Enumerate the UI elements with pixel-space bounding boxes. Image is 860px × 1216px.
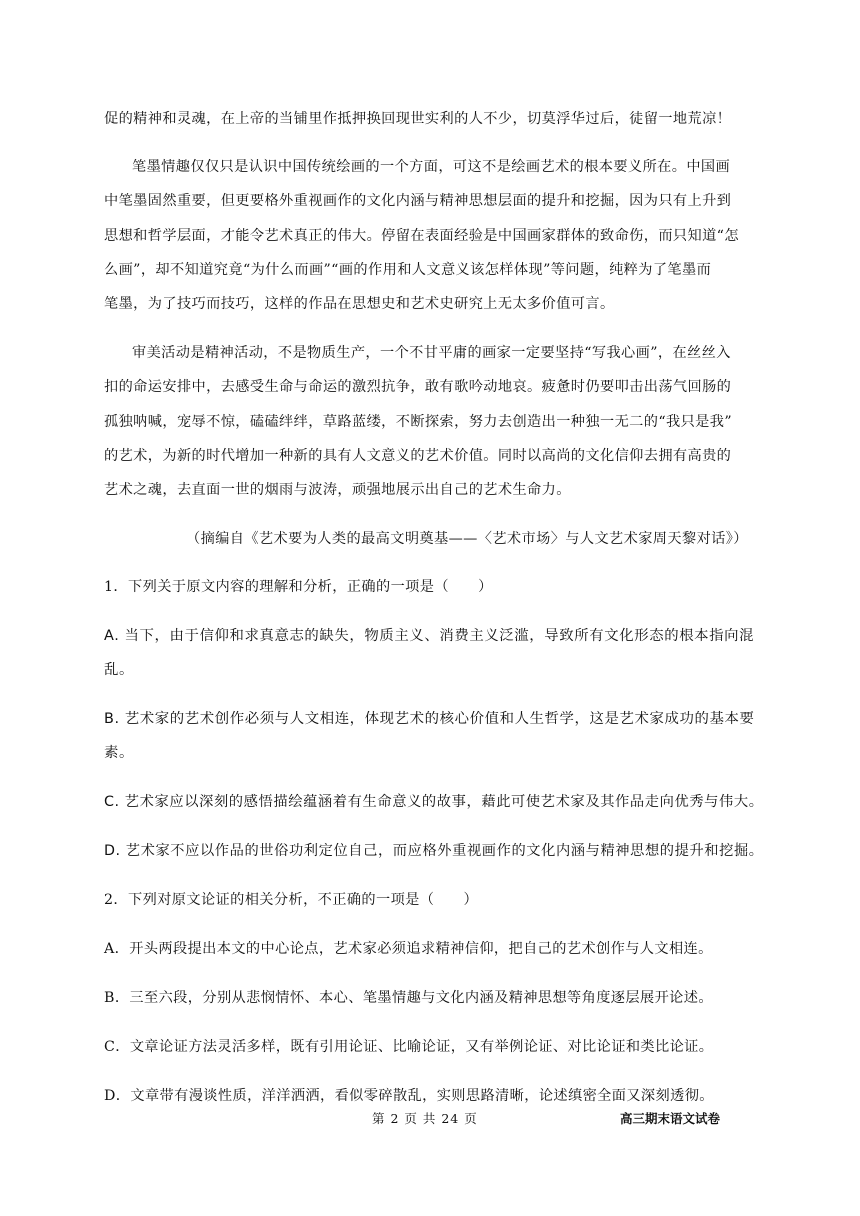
option-a-continuation: 乱。: [104, 662, 134, 678]
question-stem: 2．下列对原文论证的相关分析，不正确的一项是（ ）: [104, 892, 479, 908]
page-number: 第 2 页 共 24 页: [372, 1111, 478, 1126]
option-a: A．开头两段提出本文的中心论点，艺术家必须追求精神信仰，把自己的艺术创作与人文相连。: [104, 941, 713, 957]
option-a: A. 当下，由于信仰和求真意志的缺失，物质主义、消费主义泛滥，导致所有文化形态的根本指向混: [104, 628, 755, 644]
option-c: C. 艺术家应以深刻的感悟描绘蕴涵着有生命意义的故事，藉此可使艺术家及其作品走向优秀与伟大。: [104, 794, 764, 810]
paragraph-line: 笔墨，为了技巧而技巧，这样的作品在思想史和艺术史研究上无太多价值可言。: [104, 296, 615, 312]
paragraph-line: 笔墨情趣仅仅只是认识中国传统绘画的一个方面，可这不是绘画艺术的根本要义所在。中国画: [132, 159, 731, 175]
paragraph-line: 艺术之魂，去直面一世的烟雨与波涛，顽强地展示出自己的艺术生命力。: [104, 482, 571, 498]
paragraph-line: 思想和哲学层面，才能令艺术真正的伟大。停留在表面经验是中国画家群体的致命伤，而只知道“怎: [104, 228, 739, 244]
option-c: C．文章论证方法灵活多样，既有引用论证、比喻论证，又有举例论证、对比论证和类比论证。: [104, 1039, 714, 1055]
paragraph-continuation: 促的精神和灵魂，在上帝的当铺里作抵押换回现世实利的人不少，切莫浮华过后，徒留一地荒凉！: [104, 111, 732, 127]
paragraph-line: 中笔墨固然重要，但更要格外重视画作的文化内涵与精神思想层面的提升和挖掘，因为只有上升到: [104, 193, 732, 209]
paragraph-line: 扣的命运安排中，去感受生命与命运的激烈抗争，敢有歌吟动地哀。疲惫时仍要叩击出荡气回肠的: [104, 379, 732, 395]
question-stem: 1．下列关于原文内容的理解和分析，正确的一项是（ ）: [104, 579, 493, 595]
option-b-continuation: 素。: [104, 745, 134, 761]
paragraph-line: 么画”，却不知道究竟“为什么而画”“画的作用和人文意义该怎样体现”等问题，纯粹为了笔墨而: [104, 262, 712, 278]
option-d: D. 艺术家不应以作品的世俗功利定位自己，而应格外重视画作的文化内涵与精神思想的提升和挖掘。: [104, 843, 764, 859]
paragraph-line: 的艺术，为新的时代增加一种新的具有人文意义的艺术价值。同时以高尚的文化信仰去拥有高贵的: [104, 448, 732, 464]
paragraph-line: 审美活动是精神活动，不是物质生产，一个不甘平庸的画家一定要坚持“写我心画”，在丝丝入: [132, 345, 731, 361]
option-b: B．三至六段，分别从悲悯情怀、本心、笔墨情趣与文化内涵及精神思想等角度逐层展开论述。: [104, 990, 713, 1006]
paragraph-line: 孤独呐喊，宠辱不惊，磕磕绊绊，草路蓝缕，不断探索，努力去创造出一种独一无二的“我只是我”: [104, 414, 732, 430]
source-citation: （摘编自《艺术要为人类的最高文明奠基——〈艺术市场〉与人文艺术家周天黎对话》）: [186, 531, 748, 547]
exam-title: 高三期末语文试卷: [620, 1111, 721, 1126]
option-b: B. 艺术家的艺术创作必须与人文相连，体现艺术的核心价值和人生哲学，这是艺术家成功的基本要: [104, 711, 755, 727]
option-d: D．文章带有漫谈性质，洋洋洒洒，看似零碎散乱，实则思路清晰，论述缜密全面又深刻透彻。: [104, 1088, 714, 1104]
